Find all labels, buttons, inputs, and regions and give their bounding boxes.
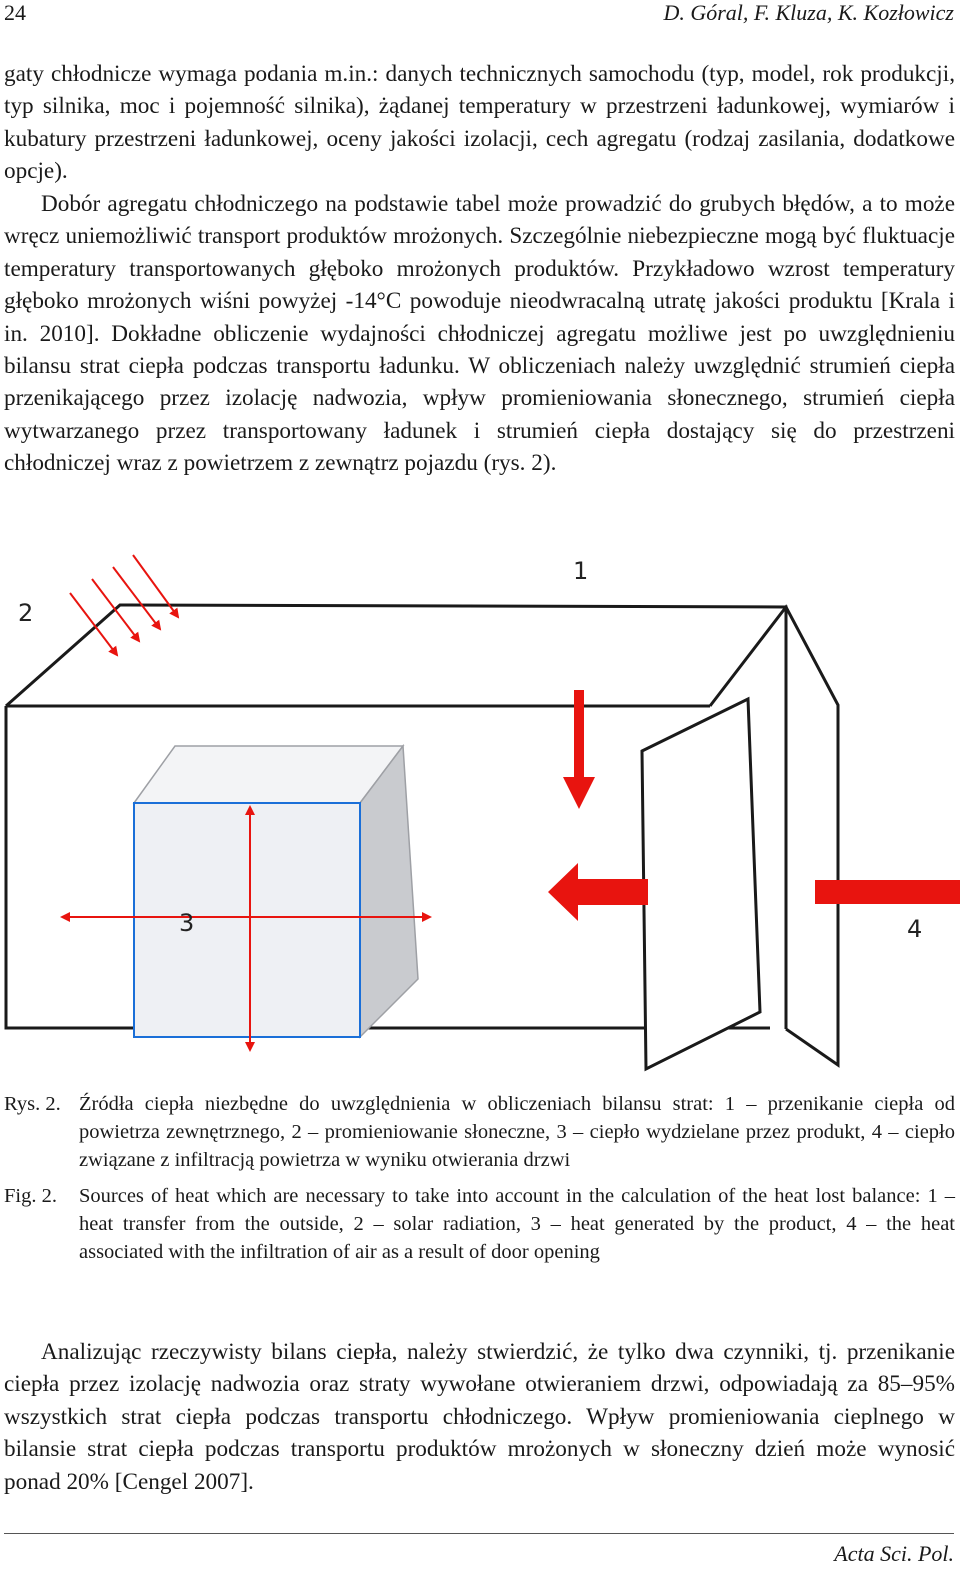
product-box [134,746,418,1037]
caption-text-en: Sources of heat which are necessary to take into account in the calculation of the heat lost balance: 1 – heat transfer from the outside, 2 – solar radiation, 3 – heat generated by the product, 4 – the heat associated with the infiltration of air as a result of door opening [79,1185,955,1263]
footer-rule [4,1533,954,1534]
heat-transfer-arrow [563,690,595,809]
journal-footer: Acta Sci. Pol. [834,1541,954,1566]
figure-diagram [0,545,960,1075]
label-4: 4 [907,915,923,943]
caption-label-pl: Rys. 2. [4,1093,61,1115]
solar-arrow [113,567,160,629]
label-1: 1 [573,557,589,585]
figure-caption-english [4,1182,955,1266]
infiltration-arrow-outer [815,880,960,904]
figure-caption-polish [4,1090,955,1174]
paragraph-3: Analizując rzeczywisty bilans ciepła, należy stwierdzić, że tylko dwa czynniki, tj. przenikanie ciepła przez izolację nadwozia oraz straty wywołane otwieraniem drzwi, odpowiadają za 85–95% wszystkich strat ciepła podczas transportu chłodniczego. Wpływ promieniowania cieplnego w bilansie strat ciepła podczas transportu produktów mrożonych w słoneczny dzień może wynosić ponad 20% [Cengel 2007]. [4,1339,955,1495]
heat-transfer-arrow-shaft [574,690,584,777]
solar-arrow [133,555,178,617]
infiltration-arrow-inner-shaft [578,879,648,905]
label-3: 3 [179,909,195,937]
caption-label-en: Fig. 2. [4,1185,57,1207]
page-header [4,0,954,26]
open-door [642,607,838,1069]
figure-heat-sources [0,545,960,1075]
label-2: 2 [18,599,34,627]
infiltration-arrow-head [548,863,578,921]
paragraph-2: Dobór agregatu chłodniczego na podstawie tabel może prowadzić do grubych błędów, a to może wręcz uniemożliwić transport produktów mrożonych. Szczególnie niebezpieczne mogą być fluktuacje temperatury transportowanych głęboko mrożonych produktów. Przykładowo wzrost temperatury głęboko mrożonych wiśni powyżej -14°C powoduje nieodwracalną utratę jakości produktu [Krala i in. 2010]. Dokładne obliczenie wydajności chłodniczej agregatu możliwe jest po uwzględnieniu bilansu strat ciepła podczas transportu ładunku. W obliczeniach należy uwzględnić strumień ciepła przenikającego przez izolację nadwozia, wpływ promieniowania słonecznego, strumień ciepła wytwarzanego przez transportowany ładunek i strumień ciepła dostający się do przestrzeni chłodniczej wraz z powietrzem z zewnątrz pojazdu (rys. 2). [4,191,955,477]
box-front [134,803,360,1037]
box-top [134,746,403,803]
paragraph-1: gaty chłodnicze wymaga podania m.in.: danych technicznych samochodu (typ, model, rok produkcji, typ silnika, moc i pojemność silnika), żądanej temperatury w przestrzeni ładunkowej, wymiarów i kubatury przestrzeni ładunkowej, oceny jakości izolacji, cech agregatu (rodzaj zasilania, dodatkowe opcje). [4,61,955,185]
heat-transfer-arrow-head [563,777,595,809]
caption-text-pl: Źródła ciepła niezbędne do uwzględnienia w obliczeniach bilansu strat: 1 – przenikanie ciepła od powietrza zewnętrznego, 2 – promieniowanie słoneczne, 3 – ciepło wydzielane przez produkt, 4 – ciepło związane z infiltracją powietrza w wyniku otwierania drzwi [79,1093,955,1171]
running-authors: D. Góral, F. Kluza, K. Kozłowicz [663,0,954,25]
door-panel [642,699,760,1069]
page-number: 24 [4,0,26,25]
